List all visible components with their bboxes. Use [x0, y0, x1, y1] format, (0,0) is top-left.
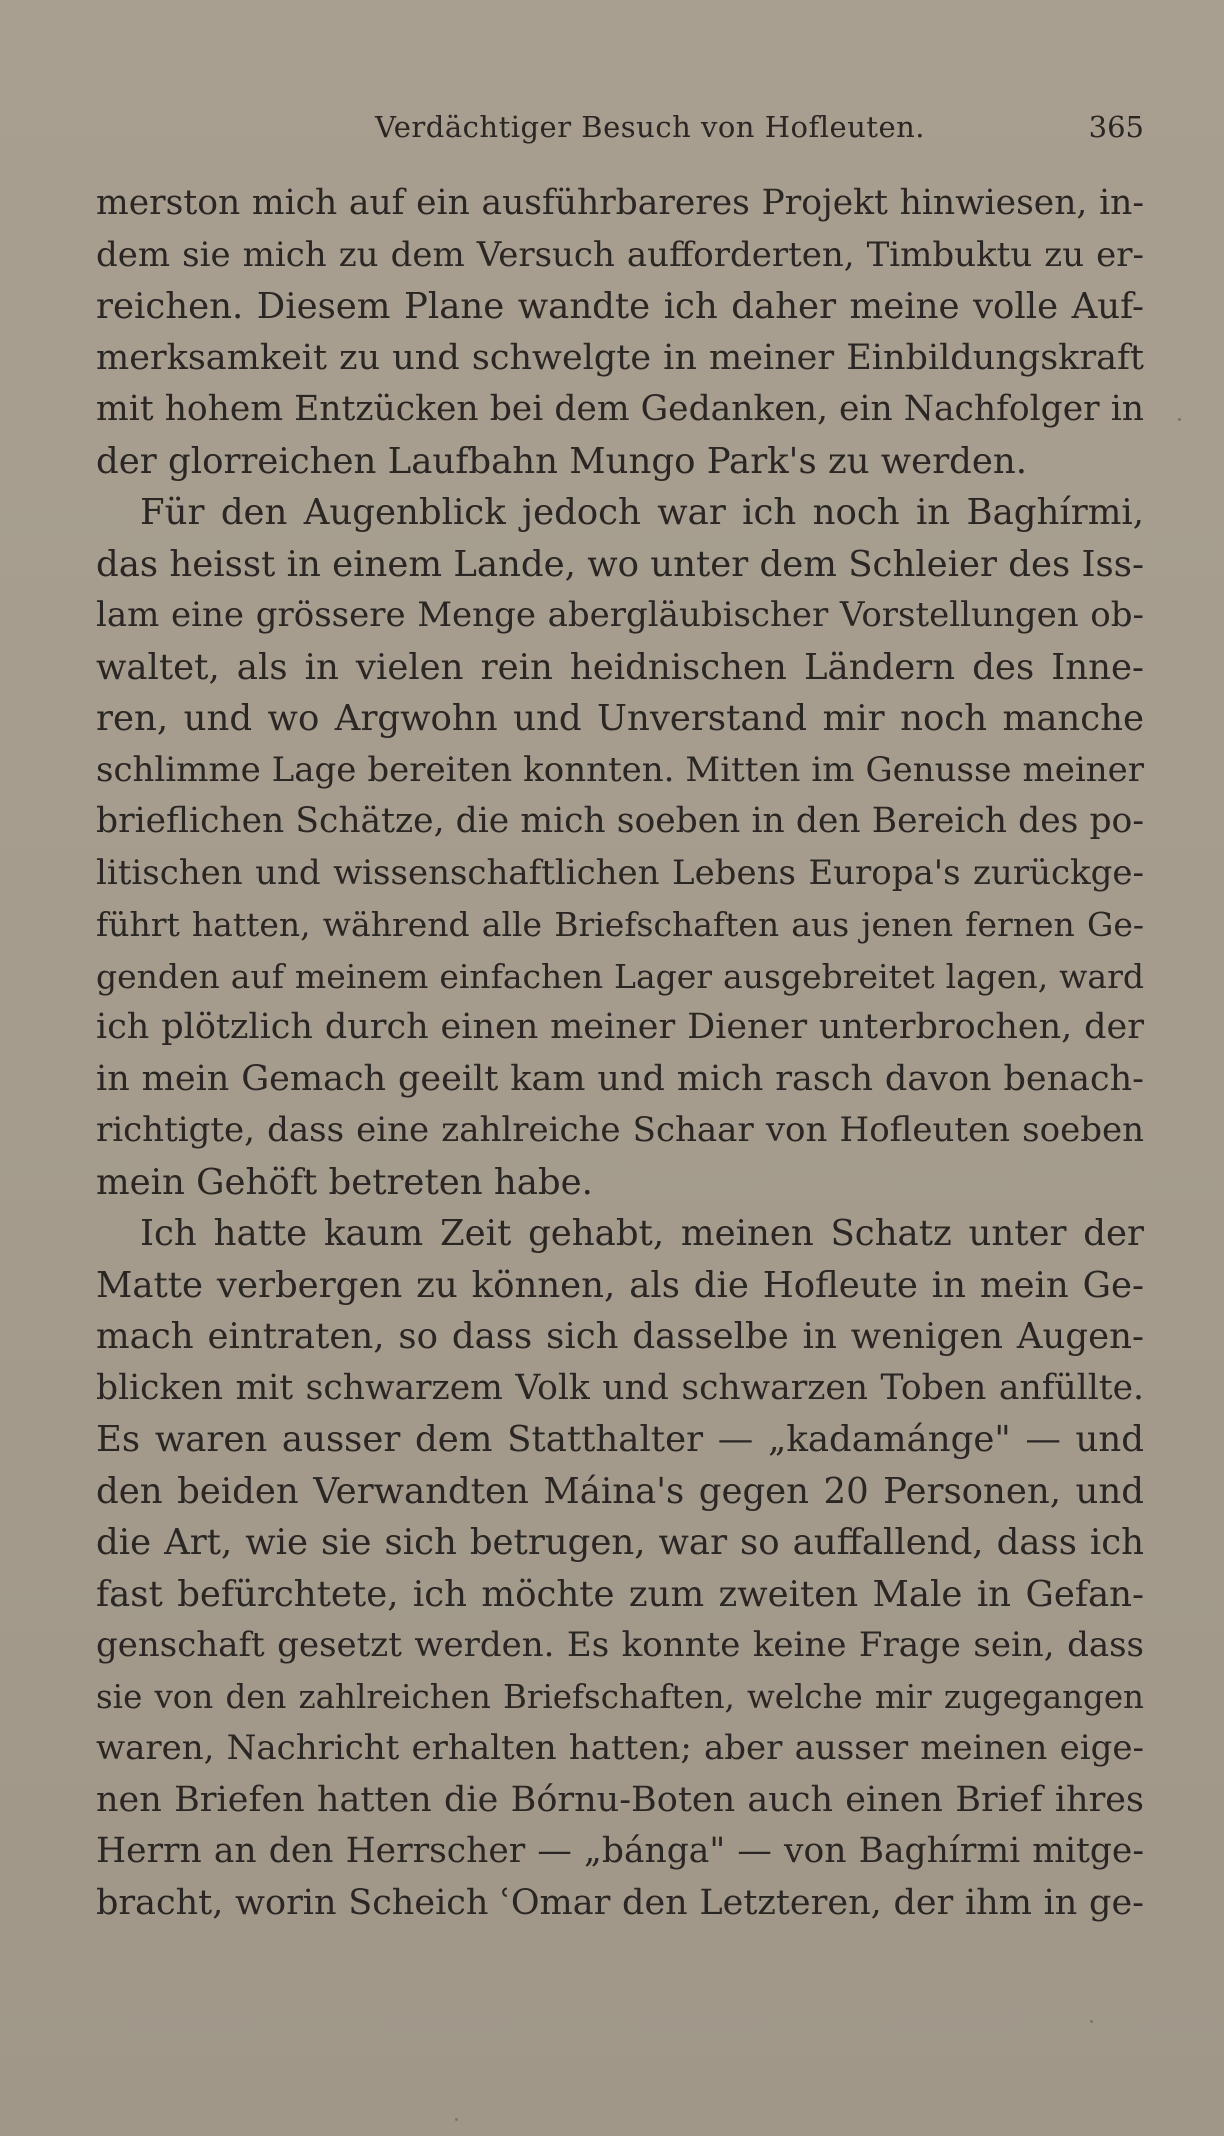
text-line: sie von den zahlreichen Briefschaften, welche mir zugegangen [96, 1677, 1144, 1716]
text-line: ich plötzlich durch einen meiner Diener unterbrochen, der [96, 1007, 1144, 1047]
text-line: Es waren ausser dem Statthalter — „kadamánge" — und [96, 1419, 1144, 1460]
text-line: Für den Augenblick jedoch war ich noch in Baghírmi, [140, 492, 1144, 533]
text-line: genschaft gesetzt werden. Es konnte keine Frage sein, dass [96, 1625, 1144, 1665]
text-line: mein Gehöft betreten habe. [96, 1161, 593, 1203]
text-line: blicken mit schwarzem Volk und schwarzen Toben anfüllte. [96, 1367, 1144, 1408]
text-line: fast befürchtete, ich möchte zum zweiten Male in Gefan- [96, 1573, 1144, 1615]
body-text [96, 178, 1144, 1929]
text-line: merksamkeit zu und schwelgte in meiner Einbildungskraft [96, 337, 1144, 378]
text-line: der glorreichen Laufbahn Mungo Park's zu werden. [96, 440, 1028, 482]
text-line: in mein Gemach geeilt kam und mich rasch davon benach- [96, 1058, 1144, 1099]
text-line: richtigte, dass eine zahlreiche Schaar von Hofleuten soeben [96, 1110, 1144, 1150]
text-line: mach eintraten, so dass sich dasselbe in wenigen Augen- [96, 1316, 1144, 1357]
running-head [96, 110, 1144, 150]
text-line: führt hatten, während alle Briefschaften aus jenen fernen Ge- [96, 905, 1144, 944]
text-line: waltet, als in vielen rein heidnischen Ländern des Inne- [96, 646, 1144, 688]
paper-speck [1178, 418, 1181, 421]
text-line: Matte verbergen zu können, als die Hofleute in mein Ge- [96, 1264, 1144, 1306]
text-line: nen Briefen hatten die Bórnu-Boten auch einen Brief ihres [96, 1779, 1144, 1820]
paper-speck [1090, 2020, 1093, 2023]
text-line: bracht, worin Scheich ʿOmar den Letzteren, der ihm in ge- [96, 1882, 1144, 1923]
text-line: den beiden Verwandten Máina's gegen 20 Personen, und [96, 1470, 1144, 1512]
text-line: mit hohem Entzücken bei dem Gedanken, ein Nachfolger in [96, 389, 1144, 429]
paper-speck [455, 2118, 458, 2121]
text-line: merston mich auf ein ausführbareres Projekt hinwiesen, in- [96, 183, 1144, 223]
text-line: brieflichen Schätze, die mich soeben in den Bereich des po- [96, 801, 1144, 841]
text-line: schlimme Lage bereiten konnten. Mitten im Genusse meiner [96, 749, 1144, 790]
text-line: reichen. Diesem Plane wandte ich daher meine volle Auf- [96, 286, 1144, 327]
text-line: dem sie mich zu dem Versuch aufforderten, Timbuktu zu er- [96, 234, 1144, 275]
page-number: 365 [1088, 110, 1144, 144]
text-line: lam eine grössere Menge abergläubischer Vorstellungen ob- [96, 595, 1144, 635]
running-title: Verdächtiger Besuch von Hofleuten. [374, 110, 926, 144]
text-line: das heisst in einem Lande, wo unter dem Schleier des Iss- [96, 543, 1144, 585]
text-line: Ich hatte kaum Zeit gehabt, meinen Schatz unter der [140, 1213, 1144, 1254]
text-line: genden auf meinem einfachen Lager ausgebreitet lagen, ward [96, 956, 1144, 996]
text-line: die Art, wie sie sich betrugen, war so auffallend, dass ich [96, 1522, 1144, 1563]
text-line: ren, und wo Argwohn und Unverstand mir noch manche [96, 698, 1144, 739]
text-line: Herrn an den Herrscher — „bánga" — von Baghírmi mitge- [96, 1831, 1144, 1871]
text-line: waren, Nachricht erhalten hatten; aber ausser meinen eige- [96, 1728, 1144, 1768]
text-line: litischen und wissenschaftlichen Lebens Europa's zurückge- [96, 852, 1144, 893]
